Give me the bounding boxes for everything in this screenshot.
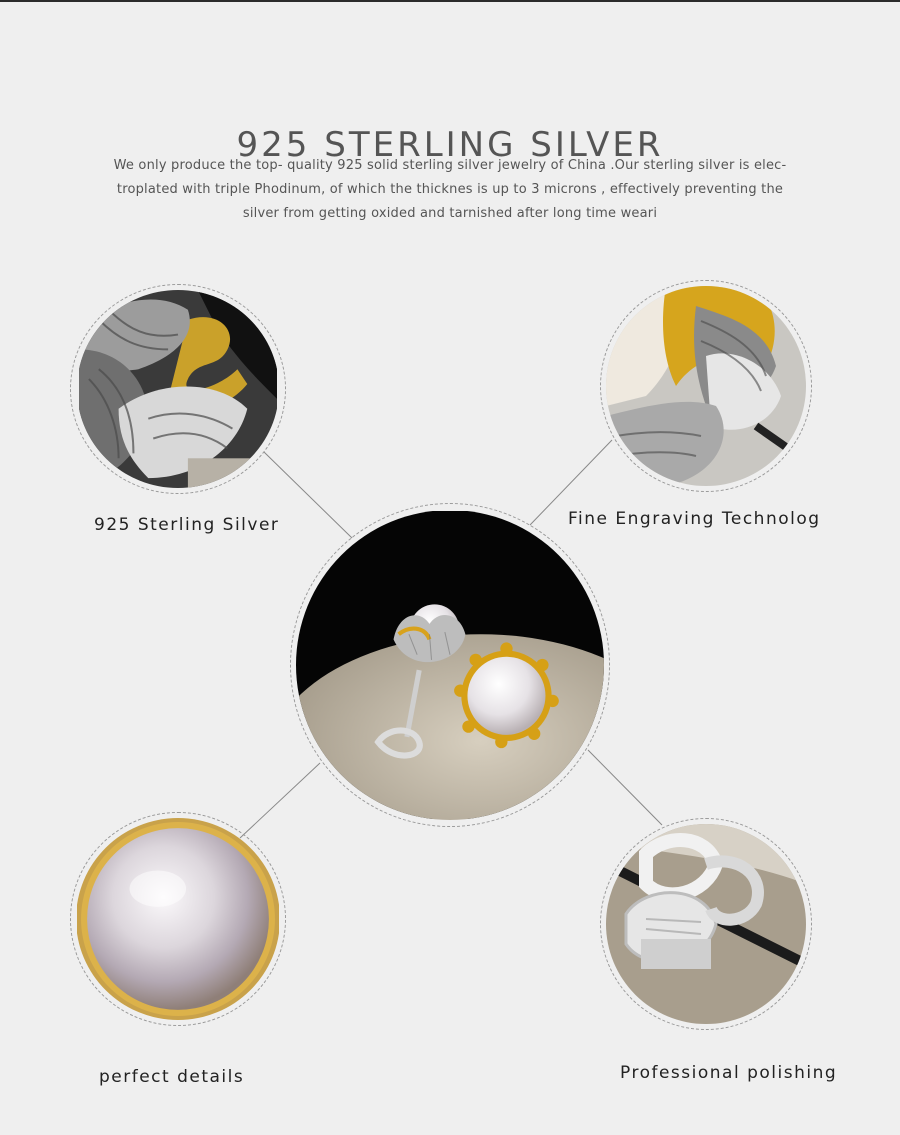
- polished-earring-back-closeup-icon: [606, 824, 806, 1024]
- connector-line-bottom-left: [240, 763, 320, 838]
- intro-line: We only produce the top- quality 925 solid sterling silver jewelry of China .Our sterling silver is elec-: [113, 158, 787, 173]
- intro-line: silver from getting oxided and tarnished after long time weari: [242, 206, 658, 221]
- feature-caption: Fine Engraving Technolog: [568, 509, 821, 529]
- intro-line: troplated with triple Phodinum, of which the thicknes is up to 3 microns , effectively preventing the: [116, 182, 784, 197]
- engraved-petal-closeup-icon: [606, 286, 806, 486]
- connector-line-bottom-right: [588, 750, 662, 825]
- feature-caption: perfect details: [99, 1067, 245, 1087]
- silver-petal-closeup-icon: [77, 290, 279, 488]
- feature-caption: 925 Sterling Silver: [94, 515, 280, 535]
- pearl-flower-stud-earrings-icon: [296, 510, 604, 820]
- pearl-closeup-icon: [76, 818, 280, 1020]
- feature-caption: Professional polishing: [620, 1063, 838, 1083]
- page-title: 925 STERLING SILVER: [236, 124, 664, 165]
